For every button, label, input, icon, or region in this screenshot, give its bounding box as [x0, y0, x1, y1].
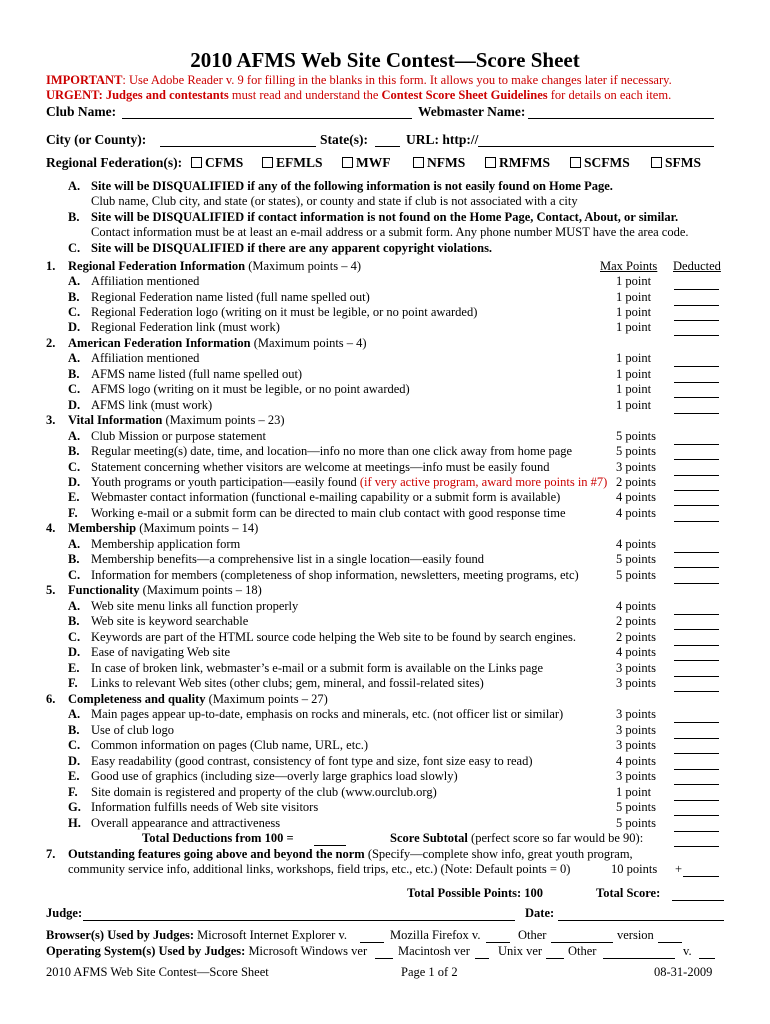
section-6-number: 6. — [46, 692, 56, 706]
section-3-title: Vital Information — [68, 413, 163, 427]
footer-page-number: Page 1 of 2 — [401, 965, 458, 979]
item-letter: D. — [68, 475, 81, 489]
browser-other-label: Other — [518, 928, 547, 942]
item-letter: C. — [68, 568, 81, 582]
item-text: Information fulfills needs of Web site visitors — [91, 800, 319, 814]
total-deductions-label: Total Deductions from 100 = — [142, 831, 294, 845]
item-points: 2 points — [616, 475, 656, 489]
section-4-title: Membership — [68, 521, 137, 535]
item-points: 1 point — [616, 305, 652, 319]
deduction-field[interactable] — [674, 802, 719, 816]
judge-field[interactable] — [83, 908, 515, 921]
item-points: 2 points — [616, 614, 656, 628]
deduction-field[interactable] — [674, 292, 719, 306]
item-points: 4 points — [616, 754, 656, 768]
item-text: AFMS name listed (full name spelled out) — [91, 367, 303, 381]
urgent-text-3: for details on each item. — [547, 88, 672, 102]
item-letter: E. — [68, 661, 80, 675]
browser-firefox-version-field[interactable] — [486, 930, 510, 943]
item-points: 1 point — [616, 351, 652, 365]
section-7-points: 10 points — [611, 862, 658, 876]
total-possible-points: Total Possible Points: 100 — [407, 886, 544, 900]
deduction-field[interactable] — [674, 787, 719, 801]
deduction-field[interactable] — [674, 818, 719, 832]
item-letter: A. — [68, 599, 81, 613]
item-points: 1 point — [616, 382, 652, 396]
important-label: IMPORTANT — [46, 73, 123, 87]
guidelines-link[interactable]: Contest Score Sheet Guidelines — [381, 88, 548, 102]
section-7-number: 7. — [46, 847, 56, 861]
os-other-version-field[interactable] — [699, 946, 715, 959]
federation-rmfms[interactable] — [485, 155, 550, 170]
item-points: 3 points — [616, 707, 656, 721]
item-letter: D. — [68, 398, 81, 412]
os-windows-version-field[interactable] — [375, 946, 393, 959]
item-text: Regular meeting(s) date, time, and location—info no more than one click away from home page — [91, 444, 573, 458]
deduction-field[interactable] — [674, 663, 719, 677]
os-mac-label: Macintosh ver — [398, 944, 470, 958]
deduction-field[interactable] — [674, 740, 719, 754]
regional-federation-label: Regional Federation(s): — [46, 155, 183, 170]
item-letter: C. — [68, 460, 81, 474]
url-label — [406, 132, 478, 147]
deduction-field[interactable] — [674, 647, 719, 661]
item-letter: F. — [68, 785, 78, 799]
item-text: Common information on pages (Club name, URL, etc.) — [91, 738, 369, 752]
item-points: 3 points — [616, 769, 656, 783]
disqualify-b-note: Contact information must be at least an e-mail address or a submit form. Any phone number MUST have the area code. — [91, 225, 689, 239]
federation-cfms[interactable] — [191, 155, 243, 170]
deduction-field[interactable] — [674, 678, 719, 692]
os-other-label: Other — [568, 944, 597, 958]
item-letter: A. — [68, 351, 81, 365]
item-letter: B. — [68, 723, 80, 737]
section-4-heading — [68, 521, 258, 536]
deduction-field[interactable] — [674, 492, 719, 506]
item-points: 2 points — [616, 630, 656, 644]
item-points: 4 points — [616, 537, 656, 551]
disqualify-c-letter: C. — [68, 241, 81, 255]
section-5-heading — [68, 583, 262, 598]
federation-mwf[interactable] — [342, 155, 391, 170]
item-letter: D. — [68, 645, 81, 659]
federation-nfms-label: NFMS — [427, 155, 466, 170]
checkbox-icon[interactable] — [342, 157, 353, 168]
browsers-row — [46, 928, 347, 943]
deduction-field[interactable] — [674, 307, 719, 321]
disqualify-c-text: Site will be DISQUALIFIED if there are any apparent copyright violations. — [91, 241, 493, 255]
item-text: AFMS link (must work) — [91, 398, 213, 412]
score-subtotal — [390, 831, 643, 846]
item-text: In case of broken link, webmaster’s e-mail or a submit form is available on the Links page — [91, 661, 544, 675]
item-points: 3 points — [616, 723, 656, 737]
item-text: Main pages appear up-to-date, emphasis on rocks and minerals, etc. (not officer list or similar) — [91, 707, 564, 721]
deduction-field[interactable] — [674, 276, 719, 290]
item-points: 1 point — [616, 274, 652, 288]
url-label-text: URL: http:// — [406, 132, 479, 147]
item-letter: C. — [68, 382, 81, 396]
item-text: Regional Federation logo (writing on it must be legible, or no point awarded) — [91, 305, 478, 319]
section-3-heading — [68, 413, 285, 428]
section-6-max: (Maximum points – 27) — [208, 692, 328, 706]
deduction-field[interactable] — [674, 632, 719, 646]
item-letter: D. — [68, 320, 81, 334]
section-1-title: Regional Federation Information — [68, 259, 246, 273]
date-field[interactable] — [558, 908, 724, 921]
deduction-field[interactable] — [674, 601, 719, 615]
urgent-text-1: : Judges and contestants — [98, 88, 229, 102]
item-letter: F. — [68, 506, 78, 520]
footer-title: 2010 AFMS Web Site Contest—Score Sheet — [46, 965, 269, 979]
score-subtotal-field[interactable] — [674, 833, 719, 847]
federation-efmls[interactable] — [262, 155, 323, 170]
section-7-plus: + — [675, 862, 683, 876]
date-label: Date: — [525, 906, 555, 920]
os-unix-label: Unix ver — [498, 944, 543, 958]
section-4-number: 4. — [46, 521, 56, 535]
item-points: 5 points — [616, 816, 656, 830]
section-7-heading — [68, 847, 633, 862]
total-score-label: Total Score: — [596, 886, 661, 900]
item-text: Easy readability (good contrast, consistency of font type and size, font size easy to read) — [91, 754, 533, 768]
disqualify-a-text: Site will be DISQUALIFIED if any of the following information is not easily found on Home Page. — [91, 179, 613, 193]
checkbox-icon[interactable] — [570, 157, 581, 168]
item-points: 3 points — [616, 460, 656, 474]
item-points: 3 points — [616, 676, 656, 690]
total-deductions-field[interactable] — [314, 833, 346, 846]
section-2-max: (Maximum points – 4) — [253, 336, 367, 350]
item-text: Site domain is registered and property of the club (www.ourclub.org) — [91, 785, 437, 799]
federation-mwf-label: MWF — [356, 155, 391, 170]
item-text: Ease of navigating Web site — [91, 645, 231, 659]
item-text: Use of club logo — [91, 723, 174, 737]
url-field[interactable] — [478, 134, 714, 147]
os-windows-label: Microsoft Windows ver — [248, 944, 368, 958]
browser-ie-label: Microsoft Internet Explorer v. — [197, 928, 348, 942]
item-text: AFMS logo (writing on it must be legible, or no point awarded) — [91, 382, 410, 396]
item-points: 1 point — [616, 398, 652, 412]
item-letter: E. — [68, 769, 80, 783]
item-letter: B. — [68, 444, 80, 458]
federation-scfms[interactable] — [570, 155, 630, 170]
browser-other-version-field[interactable] — [658, 930, 682, 943]
section-2-title: American Federation Information — [68, 336, 251, 350]
section-7-text-1: (Specify—complete show info, great youth program, — [364, 847, 633, 861]
important-text: : Use Adobe Reader v. 9 for filling in the blanks in this form. It allows you to make changes later if necessary. — [122, 73, 672, 87]
urgent-notice — [46, 88, 671, 103]
item-letter: G. — [68, 800, 81, 814]
federation-scfms-label: SCFMS — [584, 155, 630, 170]
item-letter: C. — [68, 630, 81, 644]
deduction-field[interactable] — [674, 384, 719, 398]
item-letter: B. — [68, 552, 80, 566]
item-points: 5 points — [616, 552, 656, 566]
club-name-field[interactable] — [122, 106, 412, 119]
item-text: Affiliation mentioned — [91, 274, 200, 288]
score-subtotal-label: Score Subtotal — [390, 831, 468, 845]
item-letter: A. — [68, 707, 81, 721]
deduction-field[interactable] — [674, 539, 719, 553]
deduction-field[interactable] — [674, 554, 719, 568]
checkbox-icon[interactable] — [191, 157, 202, 168]
item-text — [91, 475, 607, 490]
deducted-header: Deducted — [673, 259, 721, 273]
federation-nfms[interactable] — [413, 155, 465, 170]
os-row — [46, 944, 367, 959]
important-notice — [46, 73, 672, 88]
item-text: Good use of graphics (including size—overly large graphics load slowly) — [91, 769, 458, 783]
browser-version-label: version — [617, 928, 654, 942]
deduction-field[interactable] — [674, 431, 719, 445]
state-field[interactable] — [375, 134, 400, 147]
item-letter: E. — [68, 490, 80, 504]
item-points: 1 point — [616, 290, 652, 304]
section-1-heading — [68, 259, 361, 274]
judge-label: Judge: — [46, 906, 83, 920]
item-text: Links to relevant Web sites (other clubs; gem, mineral, and fossil-related sites) — [91, 676, 484, 690]
item-points: 5 points — [616, 429, 656, 443]
browser-firefox-label: Mozilla Firefox v. — [390, 928, 481, 942]
footer-date: 08-31-2009 — [654, 965, 713, 979]
section-7-title: Outstanding features going above and beyond the norm — [68, 847, 365, 861]
section-7-field[interactable] — [683, 864, 719, 877]
item-points: 3 points — [616, 738, 656, 752]
browsers-label: Browser(s) Used by Judges: — [46, 928, 195, 942]
item-points: 1 point — [616, 785, 652, 799]
deduction-field[interactable] — [674, 616, 719, 630]
item-text: Club Mission or purpose statement — [91, 429, 266, 443]
item-points: 4 points — [616, 599, 656, 613]
item-letter: C. — [68, 738, 81, 752]
section-7-text-2: community service info, additional links, workshops, field trips, etc., etc.) (Note: Default points = 0) — [68, 862, 571, 876]
section-5-number: 5. — [46, 583, 56, 597]
deduction-field[interactable] — [674, 709, 719, 723]
item-points: 5 points — [616, 800, 656, 814]
deduction-field[interactable] — [674, 771, 719, 785]
os-other-field[interactable] — [603, 946, 675, 959]
federation-sfms-label: SFMS — [665, 155, 702, 170]
item-text: Keywords are part of the HTML source code helping the Web site to be found by search engines. — [91, 630, 576, 644]
disqualify-a-letter: A. — [68, 179, 81, 193]
item-text: Information for members (completeness of shop information, newsletters, meeting programs, etc) — [91, 568, 579, 582]
deduction-field[interactable] — [674, 462, 719, 476]
item-text-red-note: (if very active program, award more points in #7) — [356, 475, 608, 489]
os-mac-version-field[interactable] — [475, 946, 489, 959]
item-text: Working e-mail or a submit form can be directed to main club contact with good response time — [91, 506, 566, 520]
city-label: City (or County): — [46, 132, 147, 147]
item-points: 1 point — [616, 320, 652, 334]
federation-rmfms-label: RMFMS — [499, 155, 550, 170]
section-2-number: 2. — [46, 336, 56, 350]
federation-sfms[interactable] — [651, 155, 701, 170]
item-text: Statement concerning whether visitors are welcome at meetings—info must be easily found — [91, 460, 550, 474]
item-points: 5 points — [616, 444, 656, 458]
item-text: Affiliation mentioned — [91, 351, 200, 365]
item-letter: B. — [68, 290, 80, 304]
section-6-title: Completeness and quality — [68, 692, 206, 706]
disqualify-b-text: Site will be DISQUALIFIED if contact information is not found on the Home Page, Contact, About, or similar. — [91, 210, 679, 224]
item-letter: A. — [68, 429, 81, 443]
disqualify-a-note: Club name, Club city, and state (or states), or county and state if club is not associated with a city — [91, 194, 578, 208]
deduction-field[interactable] — [674, 756, 719, 770]
score-subtotal-note: (perfect score so far would be 90): — [471, 831, 644, 845]
item-letter: H. — [68, 816, 81, 830]
item-letter: A. — [68, 537, 81, 551]
section-6-heading — [68, 692, 328, 707]
webmaster-name-field[interactable] — [528, 106, 714, 119]
total-score-field[interactable] — [672, 888, 724, 901]
item-points: 5 points — [616, 568, 656, 582]
deduction-field[interactable] — [674, 508, 719, 522]
item-points: 1 point — [616, 367, 652, 381]
deduction-field[interactable] — [674, 477, 719, 491]
deduction-field[interactable] — [674, 353, 719, 367]
section-1-max: (Maximum points – 4) — [248, 259, 362, 273]
deduction-field[interactable] — [674, 322, 719, 336]
os-unix-version-field[interactable] — [546, 946, 564, 959]
urgent-text-2: must read and understand the — [228, 88, 382, 102]
webmaster-name-label: Webmaster Name: — [418, 104, 526, 119]
section-2-heading — [68, 336, 367, 351]
state-label: State(s): — [320, 132, 368, 147]
max-points-header: Max Points — [600, 259, 658, 273]
item-text: Web site menu links all function properly — [91, 599, 299, 613]
city-field[interactable] — [160, 134, 316, 147]
os-v-label: v. — [683, 944, 692, 958]
checkbox-icon[interactable] — [651, 157, 662, 168]
deduction-field[interactable] — [674, 446, 719, 460]
item-text-main: Youth programs or youth participation—easily found — [91, 475, 357, 489]
item-letter: F. — [68, 676, 78, 690]
section-4-max: (Maximum points – 14) — [139, 521, 259, 535]
item-text: Web site is keyword searchable — [91, 614, 249, 628]
browser-other-field[interactable] — [551, 930, 613, 943]
item-text: Membership benefits—a comprehensive list in a single location—easily found — [91, 552, 484, 566]
item-points: 4 points — [616, 490, 656, 504]
checkbox-icon[interactable] — [262, 157, 273, 168]
federation-cfms-label: CFMS — [205, 155, 244, 170]
item-letter: C. — [68, 305, 81, 319]
item-points: 4 points — [616, 506, 656, 520]
section-1-number: 1. — [46, 259, 56, 273]
item-points: 3 points — [616, 661, 656, 675]
disqualify-b-letter: B. — [68, 210, 80, 224]
item-letter: A. — [68, 274, 81, 288]
page-title: 2010 AFMS Web Site Contest—Score Sheet — [190, 48, 580, 72]
section-5-title: Functionality — [68, 583, 140, 597]
section-3-number: 3. — [46, 413, 56, 427]
urgent-label: URGENT — [46, 88, 99, 102]
section-3-max: (Maximum points – 23) — [165, 413, 285, 427]
deduction-field[interactable] — [674, 725, 719, 739]
federation-efmls-label: EFMLS — [276, 155, 323, 170]
item-text: Regional Federation link (must work) — [91, 320, 280, 334]
deduction-field[interactable] — [674, 570, 719, 584]
club-name-label: Club Name: — [46, 104, 117, 119]
item-letter: B. — [68, 367, 80, 381]
deduction-field[interactable] — [674, 369, 719, 383]
item-text: Overall appearance and attractiveness — [91, 816, 281, 830]
section-5-max: (Maximum points – 18) — [142, 583, 262, 597]
item-letter: D. — [68, 754, 81, 768]
deduction-field[interactable] — [674, 400, 719, 414]
checkbox-icon[interactable] — [485, 157, 496, 168]
item-points: 4 points — [616, 645, 656, 659]
item-text: Regional Federation name listed (full name spelled out) — [91, 290, 370, 304]
os-label: Operating System(s) Used by Judges: — [46, 944, 246, 958]
item-letter: B. — [68, 614, 80, 628]
item-text: Webmaster contact information (functional e-mailing capability or a submit form is available) — [91, 490, 561, 504]
browser-ie-version-field[interactable] — [360, 930, 384, 943]
item-text: Membership application form — [91, 537, 241, 551]
checkbox-icon[interactable] — [413, 157, 424, 168]
